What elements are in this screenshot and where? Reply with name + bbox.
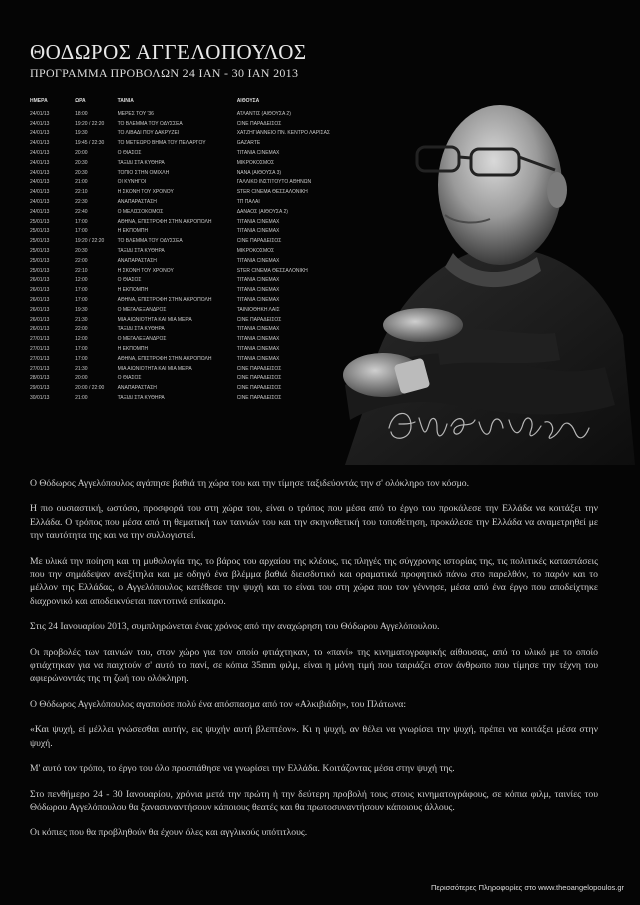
cell-film: ΤΟ ΒΛΕΜΜΑ ΤΟΥ ΟΔΥΣΣΕΑ — [117, 120, 183, 127]
footer-info-link[interactable]: Περισσότερες Πληροφορίες στο www.theoangelopoulos.gr — [430, 883, 624, 892]
schedule-row — [30, 247, 330, 257]
schedule-row — [30, 374, 330, 384]
cell-day: 25/01/13 — [30, 247, 50, 254]
cell-venue: GAZARTE — [236, 140, 261, 147]
cell-day: 24/01/13 — [30, 179, 50, 186]
cell-venue: CINE ΠΑΡΑΔΕΙΣΟΣ — [236, 385, 282, 392]
schedule-row — [30, 149, 330, 159]
schedule-row — [30, 198, 330, 208]
cell-time: 21:00 — [75, 394, 88, 401]
cell-venue: ΤΙΤΑΝΙΑ CINEMAX — [236, 336, 280, 343]
cell-day: 26/01/13 — [30, 306, 50, 313]
schedule-header-row — [30, 97, 330, 110]
cell-day: 25/01/13 — [30, 228, 50, 235]
cell-day: 26/01/13 — [30, 287, 50, 294]
cell-venue: CINE ΠΑΡΑΔΕΙΣΟΣ — [236, 365, 282, 372]
cell-venue: ΤΙΤΑΝΙΑ CINEMAX — [236, 287, 280, 294]
cell-time: 17:00 — [75, 296, 88, 303]
cell-time: 21:00 — [75, 179, 88, 186]
cell-film: ΑΝΑΠΑΡΑΣΤΑΣΗ — [117, 257, 157, 264]
cell-time: 20:30 — [75, 247, 88, 254]
paragraph: Μ' αυτό τον τρόπο, το έργο του όλο προσπάθησε να γνωρίσει την Ελλάδα. Κοιτάζοντας μέσα στην ψυχή της. — [30, 763, 455, 775]
cell-day: 29/01/13 — [30, 385, 50, 392]
cell-day: 24/01/13 — [30, 208, 50, 215]
cell-film: Ο ΘΙΑΣΟΣ — [117, 149, 142, 156]
schedule-row — [30, 316, 330, 326]
cell-film: ΤΑΞΙΔΙ ΣΤΑ ΚΥΘΗΡΑ — [117, 159, 165, 166]
cell-day: 26/01/13 — [30, 316, 50, 323]
cell-time: 21:30 — [75, 365, 88, 372]
paragraph: Στο πενθήμερο 24 - 30 Ιανουαρίου, χρόνια μετά την πρώτη ή την δεύτερη προβολή τους στους κινηματογράφους, σε κόπια φιλμ, ταινίες του Θόδωρου Αγγελόπουλου θα ξανασυναντήσουν κάποιους θεατές και θα πρωτοσυναντήσουν κάποιους άλλους. — [30, 788, 598, 813]
cell-venue: ΤΙΤΑΝΙΑ CINEMAX — [236, 228, 280, 235]
cell-day: 27/01/13 — [30, 365, 50, 372]
schedule-row — [30, 227, 330, 237]
cell-day: 25/01/13 — [30, 257, 50, 264]
cell-film: ΑΝΑΠΑΡΑΣΤΑΣΗ — [117, 198, 157, 205]
schedule-row — [30, 335, 330, 345]
cell-time: 22:00 — [75, 257, 88, 264]
schedule-row — [30, 276, 330, 286]
cell-time: 19:20 / 22:20 — [75, 238, 105, 245]
schedule-row — [30, 267, 330, 277]
schedule-row — [30, 139, 330, 149]
schedule-row — [30, 296, 330, 306]
paragraph: Με υλικά την ποίηση και τη μυθολογία της, το βάρος του αρχαίου της κλέους, τις πληγές της σύγχρονης ιστορίας της, τις πολιτικές καταστάσεις που την σημάδεψαν ανεξίτηλα και με οδηγό ένα βλέμμα βαθιά διεισδυτικό και οραματικά προφητικό πάνω στο παρελθόν, το παρόν και το μέλλον της Ελλάδας, ο Αγγελόπουλος κατέθεσε την ψυχή και το είναι του στη χώρα που τον γέννησε, μέσα από ένα έργο που αποδείχτηκε διαχρονικό και αποδεικνύεται παντοτινά επίκαιρο. — [30, 555, 598, 607]
cell-day: 25/01/13 — [30, 218, 50, 225]
cell-day: 25/01/13 — [30, 238, 50, 245]
paragraph: Οι προβολές των ταινιών του, στον χώρο για τον οποίο φτιάχτηκαν, το «πανί» της κινηματογραφικής αίθουσας, από το υλικό με το οποίο φτιάχτηκαν για να παιχτούν σ' αυτό το πανί, σε κόπια 35mm φιλμ, είναι η μόνη τιμή που ταιριάζει στον άνθρωπο που τίμησε την τέχνη του αφιερώνοντάς της τη ζωή του ολόκληρη. — [30, 646, 598, 685]
cell-day: 26/01/13 — [30, 296, 50, 303]
cell-time: 17:00 — [75, 345, 88, 352]
cell-film: ΜΕΡΕΣ ΤΟΥ '36 — [117, 110, 154, 117]
schedule-row — [30, 394, 330, 404]
schedule-row — [30, 257, 330, 267]
cell-time: 19:30 — [75, 306, 88, 313]
cell-film: ΤΑΞΙΔΙ ΣΤΑ ΚΥΘΗΡΑ — [117, 247, 165, 254]
cell-day: 24/01/13 — [30, 198, 50, 205]
cell-time: 17:00 — [75, 218, 88, 225]
cell-venue: CINE ΠΑΡΑΔΕΙΣΟΣ — [236, 238, 282, 245]
cell-day: 28/01/13 — [30, 375, 50, 382]
cell-time: 20:30 — [75, 159, 88, 166]
cell-venue: ΔΑΝΑΟΣ (ΑΙΘΟΥΣΑ 2) — [236, 208, 288, 215]
signature-image — [385, 398, 595, 452]
cell-time: 22:40 — [75, 208, 88, 215]
cell-film: ΤΟ ΒΛΕΜΜΑ ΤΟΥ ΟΔΥΣΣΕΑ — [117, 238, 183, 245]
cell-film: ΑΘΗΝΑ, ΕΠΙΣΤΡΟΦΗ ΣΤΗΝ ΑΚΡΟΠΟΛΗ — [117, 218, 212, 225]
schedule-row — [30, 120, 330, 130]
schedule-row — [30, 129, 330, 139]
cell-venue: ΤΑΙΝΙΟΘΗΚΗ ΛΑΙΣ — [236, 306, 280, 313]
schedule-row — [30, 306, 330, 316]
paragraph: «Και ψυχή, εί μέλλει γνώσεσθαι αυτήν, εις ψυχήν αυτή βλεπτέον». Κι η ψυχή, αν θέλει να γνωρίσει την ψυχή, πρέπει να κοιτάξει μέσα στην ψυχή. — [30, 724, 598, 749]
cell-venue: ΤΙΤΑΝΙΑ CINEMAX — [236, 149, 280, 156]
cell-film: ΤΑΞΙΔΙ ΣΤΑ ΚΥΘΗΡΑ — [117, 394, 165, 401]
article-text — [30, 477, 598, 852]
schedule-row — [30, 110, 330, 120]
column-header-time: ΩΡΑ — [75, 98, 86, 104]
cell-venue: STER CINEMA ΘΕΣΣΑΛΟΝΙΚΗ — [236, 267, 308, 274]
cell-venue: ΤΙΤΑΝΙΑ CINEMAX — [236, 296, 280, 303]
cell-venue: ΜΙΚΡΟΚΟΣΜΟΣ — [236, 247, 275, 254]
cell-venue: CINE ΠΑΡΑΔΕΙΣΟΣ — [236, 375, 282, 382]
cell-film: ΜΙΑ ΑΙΩΝΙΟΤΗΤΑ ΚΑΙ ΜΙΑ ΜΕΡΑ — [117, 365, 192, 372]
schedule-row — [30, 178, 330, 188]
cell-film: ΟΙ ΚΥΝΗΓΟΙ — [117, 179, 147, 186]
page-subtitle: ΠΡΟΓΡΑΜΜΑ ΠΡΟΒΟΛΩΝ 24 ΙΑΝ - 30 ΙΑΝ 2013 — [30, 66, 299, 80]
cell-film: Η ΕΚΠΟΜΠΗ — [117, 287, 149, 294]
paragraph: Στις 24 Ιανουαρίου 2013, συμπληρώνεται ένας χρόνος από την αναχώρηση του Θόδωρου Αγγελόπουλου. — [30, 621, 440, 633]
cell-day: 24/01/13 — [30, 169, 50, 176]
column-header-venue: ΑΙΘΟΥΣΑ — [236, 98, 260, 104]
cell-day: 26/01/13 — [30, 277, 50, 284]
cell-time: 19:30 — [75, 130, 88, 137]
cell-venue: CINE ΠΑΡΑΔΕΙΣΟΣ — [236, 394, 282, 401]
cell-venue: ΧΑΤΖΗΓΙΑΝΝΕΙΟ ΠΝ. ΚΕΝΤΡΟ ΛΑΡΙΣΑΣ — [236, 130, 330, 137]
cell-time: 22:10 — [75, 267, 88, 274]
cell-venue: ΜΙΚΡΟΚΟΣΜΟΣ — [236, 159, 275, 166]
cell-venue: ΤΙΤΑΝΙΑ CINEMAX — [236, 257, 280, 264]
cell-film: ΤΟΠΙΟ ΣΤΗΝ ΟΜΙΧΛΗ — [117, 169, 170, 176]
cell-film: ΑΘΗΝΑ, ΕΠΙΣΤΡΟΦΗ ΣΤΗΝ ΑΚΡΟΠΟΛΗ — [117, 296, 212, 303]
cell-film: ΜΙΑ ΑΙΩΝΙΟΤΗΤΑ ΚΑΙ ΜΙΑ ΜΕΡΑ — [117, 316, 192, 323]
cell-day: 24/01/13 — [30, 130, 50, 137]
cell-day: 24/01/13 — [30, 149, 50, 156]
cell-film: ΤΟ ΜΕΤΕΩΡΟ ΒΗΜΑ ΤΟΥ ΠΕΛΑΡΓΟΥ — [117, 140, 206, 147]
cell-film: ΑΘΗΝΑ, ΕΠΙΣΤΡΟΦΗ ΣΤΗΝ ΑΚΡΟΠΟΛΗ — [117, 355, 212, 362]
cell-day: 27/01/13 — [30, 336, 50, 343]
cell-venue: ΤΙΤΑΝΙΑ CINEMAX — [236, 218, 280, 225]
cell-venue: ΤΙΤΑΝΙΑ CINEMAX — [236, 326, 280, 333]
cell-time: 17:00 — [75, 355, 88, 362]
cell-film: Η ΣΚΟΝΗ ΤΟΥ ΧΡΟΝΟΥ — [117, 189, 174, 196]
cell-film: Η ΕΚΠΟΜΠΗ — [117, 345, 149, 352]
cell-time: 17:00 — [75, 228, 88, 235]
cell-time: 19:20 / 22:20 — [75, 120, 105, 127]
cell-time: 22:30 — [75, 198, 88, 205]
schedule-row — [30, 365, 330, 375]
cell-film: Η ΣΚΟΝΗ ΤΟΥ ΧΡΟΝΟΥ — [117, 267, 174, 274]
schedule-row — [30, 345, 330, 355]
cell-venue: CINE ΠΑΡΑΔΕΙΣΟΣ — [236, 120, 282, 127]
cell-day: 24/01/13 — [30, 159, 50, 166]
cell-time: 18:00 — [75, 110, 88, 117]
cell-time: 20:00 — [75, 149, 88, 156]
schedule-row — [30, 159, 330, 169]
cell-time: 21:30 — [75, 316, 88, 323]
schedule-row — [30, 355, 330, 365]
cell-day: 27/01/13 — [30, 355, 50, 362]
schedule-row — [30, 218, 330, 228]
cell-day: 24/01/13 — [30, 110, 50, 117]
schedule-row — [30, 286, 330, 296]
cell-time: 12:00 — [75, 336, 88, 343]
schedule-row — [30, 169, 330, 179]
screening-schedule-table — [30, 97, 330, 404]
cell-time: 20:00 — [75, 375, 88, 382]
cell-day: 24/01/13 — [30, 120, 50, 127]
cell-venue: ΝΑΝΑ (ΑΙΘΟΥΣΑ 3) — [236, 169, 282, 176]
cell-venue: ΤΙΤΑΝΙΑ CINEMAX — [236, 345, 280, 352]
cell-film: Ο ΘΙΑΣΟΣ — [117, 375, 142, 382]
cell-venue: ΤΙΤΑΝΙΑ CINEMAX — [236, 355, 280, 362]
cell-day: 26/01/13 — [30, 326, 50, 333]
cell-venue: ΑΤΛΑΝΤΙΣ (ΑΙΘΟΥΣΑ 2) — [236, 110, 291, 117]
cell-venue: ΤΙΤΑΝΙΑ CINEMAX — [236, 277, 280, 284]
cell-film: Ο ΜΕΛΙΣΣΟΚΟΜΟΣ — [117, 208, 164, 215]
page-title: ΘΟΔΩΡΟΣ ΑΓΓΕΛΟΠΟΥΛΟΣ — [30, 40, 307, 64]
cell-time: 20:00 / 22:00 — [75, 385, 105, 392]
paragraph: Η πιο ουσιαστική, ωστόσο, προσφορά του στη χώρα του, είναι ο τρόπος που μέσα από το έργο του προκάλεσε την Ελλάδα να κοιτάξει την Ελλάδα. Ο τρόπος που μέσα από τη θεματική των ταινιών του και την σκηνοθετική του τοποθέτηση, προκάλεσε την Ελλάδα να αναμετρηθεί με την ταυτότητα της και να την συλλογιστεί. — [30, 503, 598, 542]
cell-venue: STER CINEMA ΘΕΣΣΑΛΟΝΙΚΗ — [236, 189, 308, 196]
cell-film: Ο ΜΕΓΑΛΕΞΑΝΔΡΟΣ — [117, 306, 167, 313]
cell-time: 22:10 — [75, 189, 88, 196]
cell-time: 17:00 — [75, 287, 88, 294]
schedule-row — [30, 237, 330, 247]
schedule-row — [30, 384, 330, 394]
cell-time: 22:00 — [75, 326, 88, 333]
cell-film: ΤΟ ΛΙΒΑΔΙ ΠΟΥ ΔΑΚΡΥΖΕΙ — [117, 130, 180, 137]
cell-day: 24/01/13 — [30, 140, 50, 147]
cell-venue: ΓΑΛΛΙΚΟ ΙΝΣΤΙΤΟΥΤΟ ΑΘΗΝΩΝ — [236, 179, 312, 186]
schedule-row — [30, 325, 330, 335]
cell-venue: ΤΠ ΠΑΛΑΙ — [236, 198, 260, 205]
cell-film: ΑΝΑΠΑΡΑΣΤΑΣΗ — [117, 385, 157, 392]
schedule-row — [30, 208, 330, 218]
cell-day: 24/01/13 — [30, 189, 50, 196]
cell-venue: CINE ΠΑΡΑΔΕΙΣΟΣ — [236, 316, 282, 323]
schedule-body — [30, 110, 330, 404]
paragraph: Οι κόπιες που θα προβληθούν θα έχουν όλες και αγγλικούς υπότιτλους. — [30, 827, 308, 839]
cell-day: 30/01/13 — [30, 394, 50, 401]
cell-film: Ο ΜΕΓΑΛΕΞΑΝΔΡΟΣ — [117, 336, 167, 343]
paragraph: Ο Θόδωρος Αγγελόπουλος αγαπούσε πολύ ένα απόσπασμα από τον «Αλκιβιάδη», του Πλάτωνα: — [30, 698, 407, 710]
cell-day: 27/01/13 — [30, 345, 50, 352]
cell-film: ΤΑΞΙΔΙ ΣΤΑ ΚΥΘΗΡΑ — [117, 326, 165, 333]
column-header-day: ΗΜΕΡΑ — [30, 98, 48, 104]
cell-time: 19:45 / 22:30 — [75, 140, 105, 147]
cell-film: Ο ΘΙΑΣΟΣ — [117, 277, 142, 284]
cell-time: 12:00 — [75, 277, 88, 284]
paragraph: Ο Θόδωρος Αγγελόπουλος αγάπησε βαθιά τη χώρα του και την τίμησε ταξιδεύοντάς την σ' ολόκληρο τον κόσμο. — [30, 478, 470, 489]
schedule-row — [30, 188, 330, 198]
column-header-film: ΤΑΙΝΙΑ — [117, 98, 134, 104]
cell-film: Η ΕΚΠΟΜΠΗ — [117, 228, 149, 235]
cell-day: 25/01/13 — [30, 267, 50, 274]
cell-time: 20:30 — [75, 169, 88, 176]
